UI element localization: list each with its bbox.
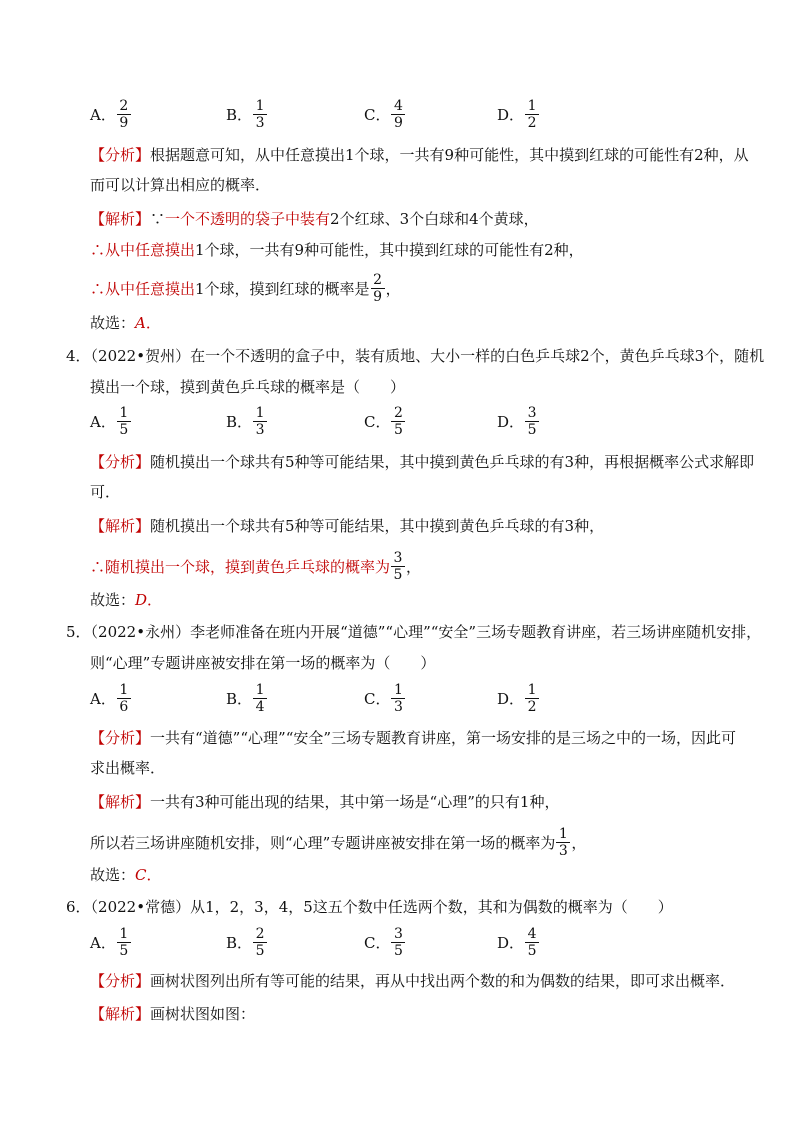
q6-solution-line1 — [90, 1004, 255, 1024]
option-label: D． — [497, 106, 525, 124]
fraction — [526, 98, 538, 131]
solution-text: ， — [571, 833, 587, 852]
question-text: 6．（2022•常德）从1，2，3，4，5这五个数中任选两个数，其和为偶数的概率为（ ） — [66, 898, 673, 916]
q4-stem-line1 — [66, 346, 764, 366]
option-label: D． — [497, 413, 525, 431]
question-text: 4．（2022•贺州）在一个不透明的盒子中，装有质地、大小一样的白色乒乓球2个，黄色乒乓球3个，随机 — [66, 347, 765, 365]
option-label: A． — [90, 106, 116, 124]
denominator: 5 — [393, 567, 403, 583]
q4-analysis-line2 — [90, 482, 120, 502]
q3-option-c — [364, 98, 406, 131]
answer-text: 故选： — [90, 591, 136, 609]
q3-option-b — [226, 98, 268, 131]
denominator: 9 — [373, 289, 383, 305]
q5-option-b — [226, 682, 268, 715]
solution-text: 1个球，摸到红球的概率是 — [195, 279, 370, 298]
numerator: 1 — [394, 682, 403, 698]
analysis-tag: 【分析】 — [90, 146, 151, 164]
q5-stem-line1 — [66, 622, 761, 642]
q5-stem-line2 — [90, 653, 435, 673]
q3-solution-line2 — [90, 240, 584, 260]
solution-tag: 【解析】 — [90, 517, 151, 535]
q4-solution-line2 — [90, 550, 421, 583]
q4-option-c — [364, 405, 406, 438]
option-label: A． — [90, 690, 116, 708]
numerator: 2 — [373, 272, 383, 288]
denominator: 9 — [394, 115, 403, 131]
solution-text: 随机摸出一个球共有5种等可能结果，其中摸到黄色乒乓球的有3种， — [150, 517, 605, 535]
option-label: C． — [364, 106, 391, 124]
q5-analysis-line2 — [90, 758, 165, 778]
option-label: B． — [226, 413, 253, 431]
option-label: A． — [90, 934, 116, 952]
solution-text: 画树状图如图： — [150, 1005, 256, 1023]
fraction — [526, 682, 538, 715]
solution-tag: 【解析】 — [90, 210, 151, 228]
fraction — [526, 405, 538, 438]
denominator: 3 — [558, 843, 568, 859]
q6-option-c — [364, 926, 406, 959]
denominator: 5 — [394, 422, 403, 438]
denominator: 9 — [119, 115, 129, 131]
solution-text: ∴从中任意摸出 — [90, 241, 196, 259]
fraction — [372, 272, 384, 305]
q5-analysis-line1 — [90, 728, 736, 748]
numerator: 1 — [255, 98, 265, 114]
analysis-text: 求出概率． — [90, 759, 166, 777]
q3-solution-line1 — [90, 209, 539, 229]
numerator: 1 — [255, 405, 265, 421]
solution-text: 一共有3种可能出现的结果，其中第一场是“心理”的只有1种， — [150, 793, 560, 811]
q5-solution-line2 — [90, 826, 586, 859]
q3-analysis-line2 — [90, 175, 270, 195]
q4-solution-line1 — [90, 516, 604, 536]
analysis-text: 而可以计算出相应的概率． — [90, 176, 271, 194]
fraction — [118, 98, 130, 131]
option-label: C． — [364, 934, 391, 952]
fraction — [392, 98, 404, 131]
solution-tag: 【解析】 — [90, 793, 151, 811]
answer-letter: C — [135, 866, 147, 884]
question-text: 则“心理”专题讲座被安排在第一场的概率为（ ） — [90, 654, 436, 672]
fraction — [254, 98, 266, 131]
question-text: 5．（2022•永州）李老师准备在班内开展“道德”“心理”“安全”三场专题教育讲座，若三场讲座随机安排， — [66, 623, 762, 641]
denominator: 5 — [394, 943, 403, 959]
denominator: 5 — [119, 422, 129, 438]
numerator: 2 — [394, 405, 403, 421]
q5-option-d — [497, 682, 540, 715]
fraction — [118, 405, 130, 438]
analysis-text: 根据题意可知，从中任意摸出1个球，一共有9种可能性，其中摸到红球的可能性有2种，从 — [150, 146, 749, 164]
option-label: C． — [364, 690, 391, 708]
solution-text: 2个红球、3个白球和4个黄球， — [330, 210, 539, 228]
answer-letter: D — [135, 591, 148, 609]
numerator: 1 — [527, 98, 537, 114]
answer-text: ． — [146, 866, 162, 884]
q6-option-d — [497, 926, 540, 959]
option-label: B． — [226, 690, 253, 708]
analysis-tag: 【分析】 — [90, 453, 151, 471]
numerator: 1 — [119, 682, 129, 698]
answer-text: ． — [147, 591, 163, 609]
fraction — [392, 405, 404, 438]
analysis-text: 可． — [90, 483, 121, 501]
numerator: 3 — [393, 550, 403, 566]
fraction — [392, 682, 404, 715]
analysis-text: 画树状图列出所有等可能的结果，再从中找出两个数的和为偶数的结果，即可求出概率． — [150, 972, 736, 990]
q6-analysis-line1 — [90, 971, 735, 991]
fraction — [254, 405, 266, 438]
solution-tag: 【解析】 — [90, 1005, 151, 1023]
numerator: 1 — [119, 405, 129, 421]
analysis-tag: 【分析】 — [90, 972, 151, 990]
numerator: 1 — [527, 682, 537, 698]
solution-text: ∴从中任意摸出 — [90, 279, 196, 298]
analysis-text: 一共有“道德”“心理”“安全”三场专题教育讲座，第一场安排的是三场之中的一场，因此可 — [150, 729, 737, 747]
option-label: A． — [90, 413, 116, 431]
q3-option-d — [497, 98, 540, 131]
q6-stem-line1 — [66, 897, 673, 917]
q4-option-b — [226, 405, 268, 438]
q3-answer — [90, 313, 161, 333]
solution-text: 1个球，一共有9种可能性，其中摸到红球的可能性有2种， — [195, 241, 584, 259]
numerator: 3 — [394, 926, 403, 942]
solution-text: ∵ — [150, 210, 166, 228]
denominator: 5 — [119, 943, 129, 959]
option-label: C． — [364, 413, 391, 431]
numerator: 1 — [119, 926, 129, 942]
analysis-tag: 【分析】 — [90, 729, 151, 747]
q3-analysis-line1 — [90, 145, 749, 165]
denominator: 5 — [527, 422, 537, 438]
fraction — [557, 826, 569, 859]
fraction — [526, 926, 538, 959]
fraction — [392, 926, 404, 959]
denominator: 3 — [255, 115, 265, 131]
solution-text: ， — [406, 557, 422, 576]
numerator: 2 — [255, 926, 265, 942]
answer-text: 故选： — [90, 866, 136, 884]
numerator: 1 — [558, 826, 568, 842]
q6-option-a — [90, 926, 132, 959]
fraction — [118, 926, 130, 959]
denominator: 5 — [255, 943, 265, 959]
solution-text: ∴随机摸出一个球，摸到黄色乒乓球的概率为 — [90, 557, 391, 576]
answer-text: ． — [145, 314, 161, 332]
q5-answer — [90, 865, 162, 885]
denominator: 4 — [255, 699, 265, 715]
q4-stem-line2 — [90, 377, 405, 397]
fraction — [254, 926, 266, 959]
question-text: 摸出一个球，摸到黄色乒乓球的概率是（ ） — [90, 378, 406, 396]
fraction — [118, 682, 130, 715]
numerator: 2 — [119, 98, 129, 114]
option-label: B． — [226, 106, 253, 124]
denominator: 6 — [119, 699, 129, 715]
solution-text: 一个不透明的袋子中装有 — [165, 210, 331, 228]
numerator: 4 — [394, 98, 403, 114]
answer-text: 故选： — [90, 314, 136, 332]
q4-analysis-line1 — [90, 452, 754, 472]
option-label: B． — [226, 934, 253, 952]
solution-text: 所以若三场讲座随机安排，则“心理”专题讲座被安排在第一场的概率为 — [90, 833, 556, 852]
numerator: 1 — [255, 682, 265, 698]
analysis-text: 随机摸出一个球共有5种等可能结果，其中摸到黄色乒乓球的有3种，再根据概率公式求解即 — [150, 453, 755, 471]
q3-solution-line3 — [90, 272, 401, 305]
numerator: 4 — [527, 926, 537, 942]
denominator: 5 — [527, 943, 537, 959]
denominator: 3 — [255, 422, 265, 438]
fraction — [254, 682, 266, 715]
q5-option-c — [364, 682, 406, 715]
solution-text: ， — [385, 279, 401, 298]
q4-answer — [90, 590, 162, 610]
denominator: 2 — [527, 115, 537, 131]
option-label: D． — [497, 690, 525, 708]
denominator: 2 — [527, 699, 537, 715]
option-label: D． — [497, 934, 525, 952]
q5-option-a — [90, 682, 132, 715]
q3-option-a — [90, 98, 132, 131]
answer-letter: A — [135, 314, 146, 332]
fraction — [392, 550, 404, 583]
q4-option-d — [497, 405, 540, 438]
q4-option-a — [90, 405, 132, 438]
numerator: 3 — [527, 405, 537, 421]
denominator: 3 — [394, 699, 403, 715]
q6-option-b — [226, 926, 268, 959]
q5-solution-line1 — [90, 792, 559, 812]
